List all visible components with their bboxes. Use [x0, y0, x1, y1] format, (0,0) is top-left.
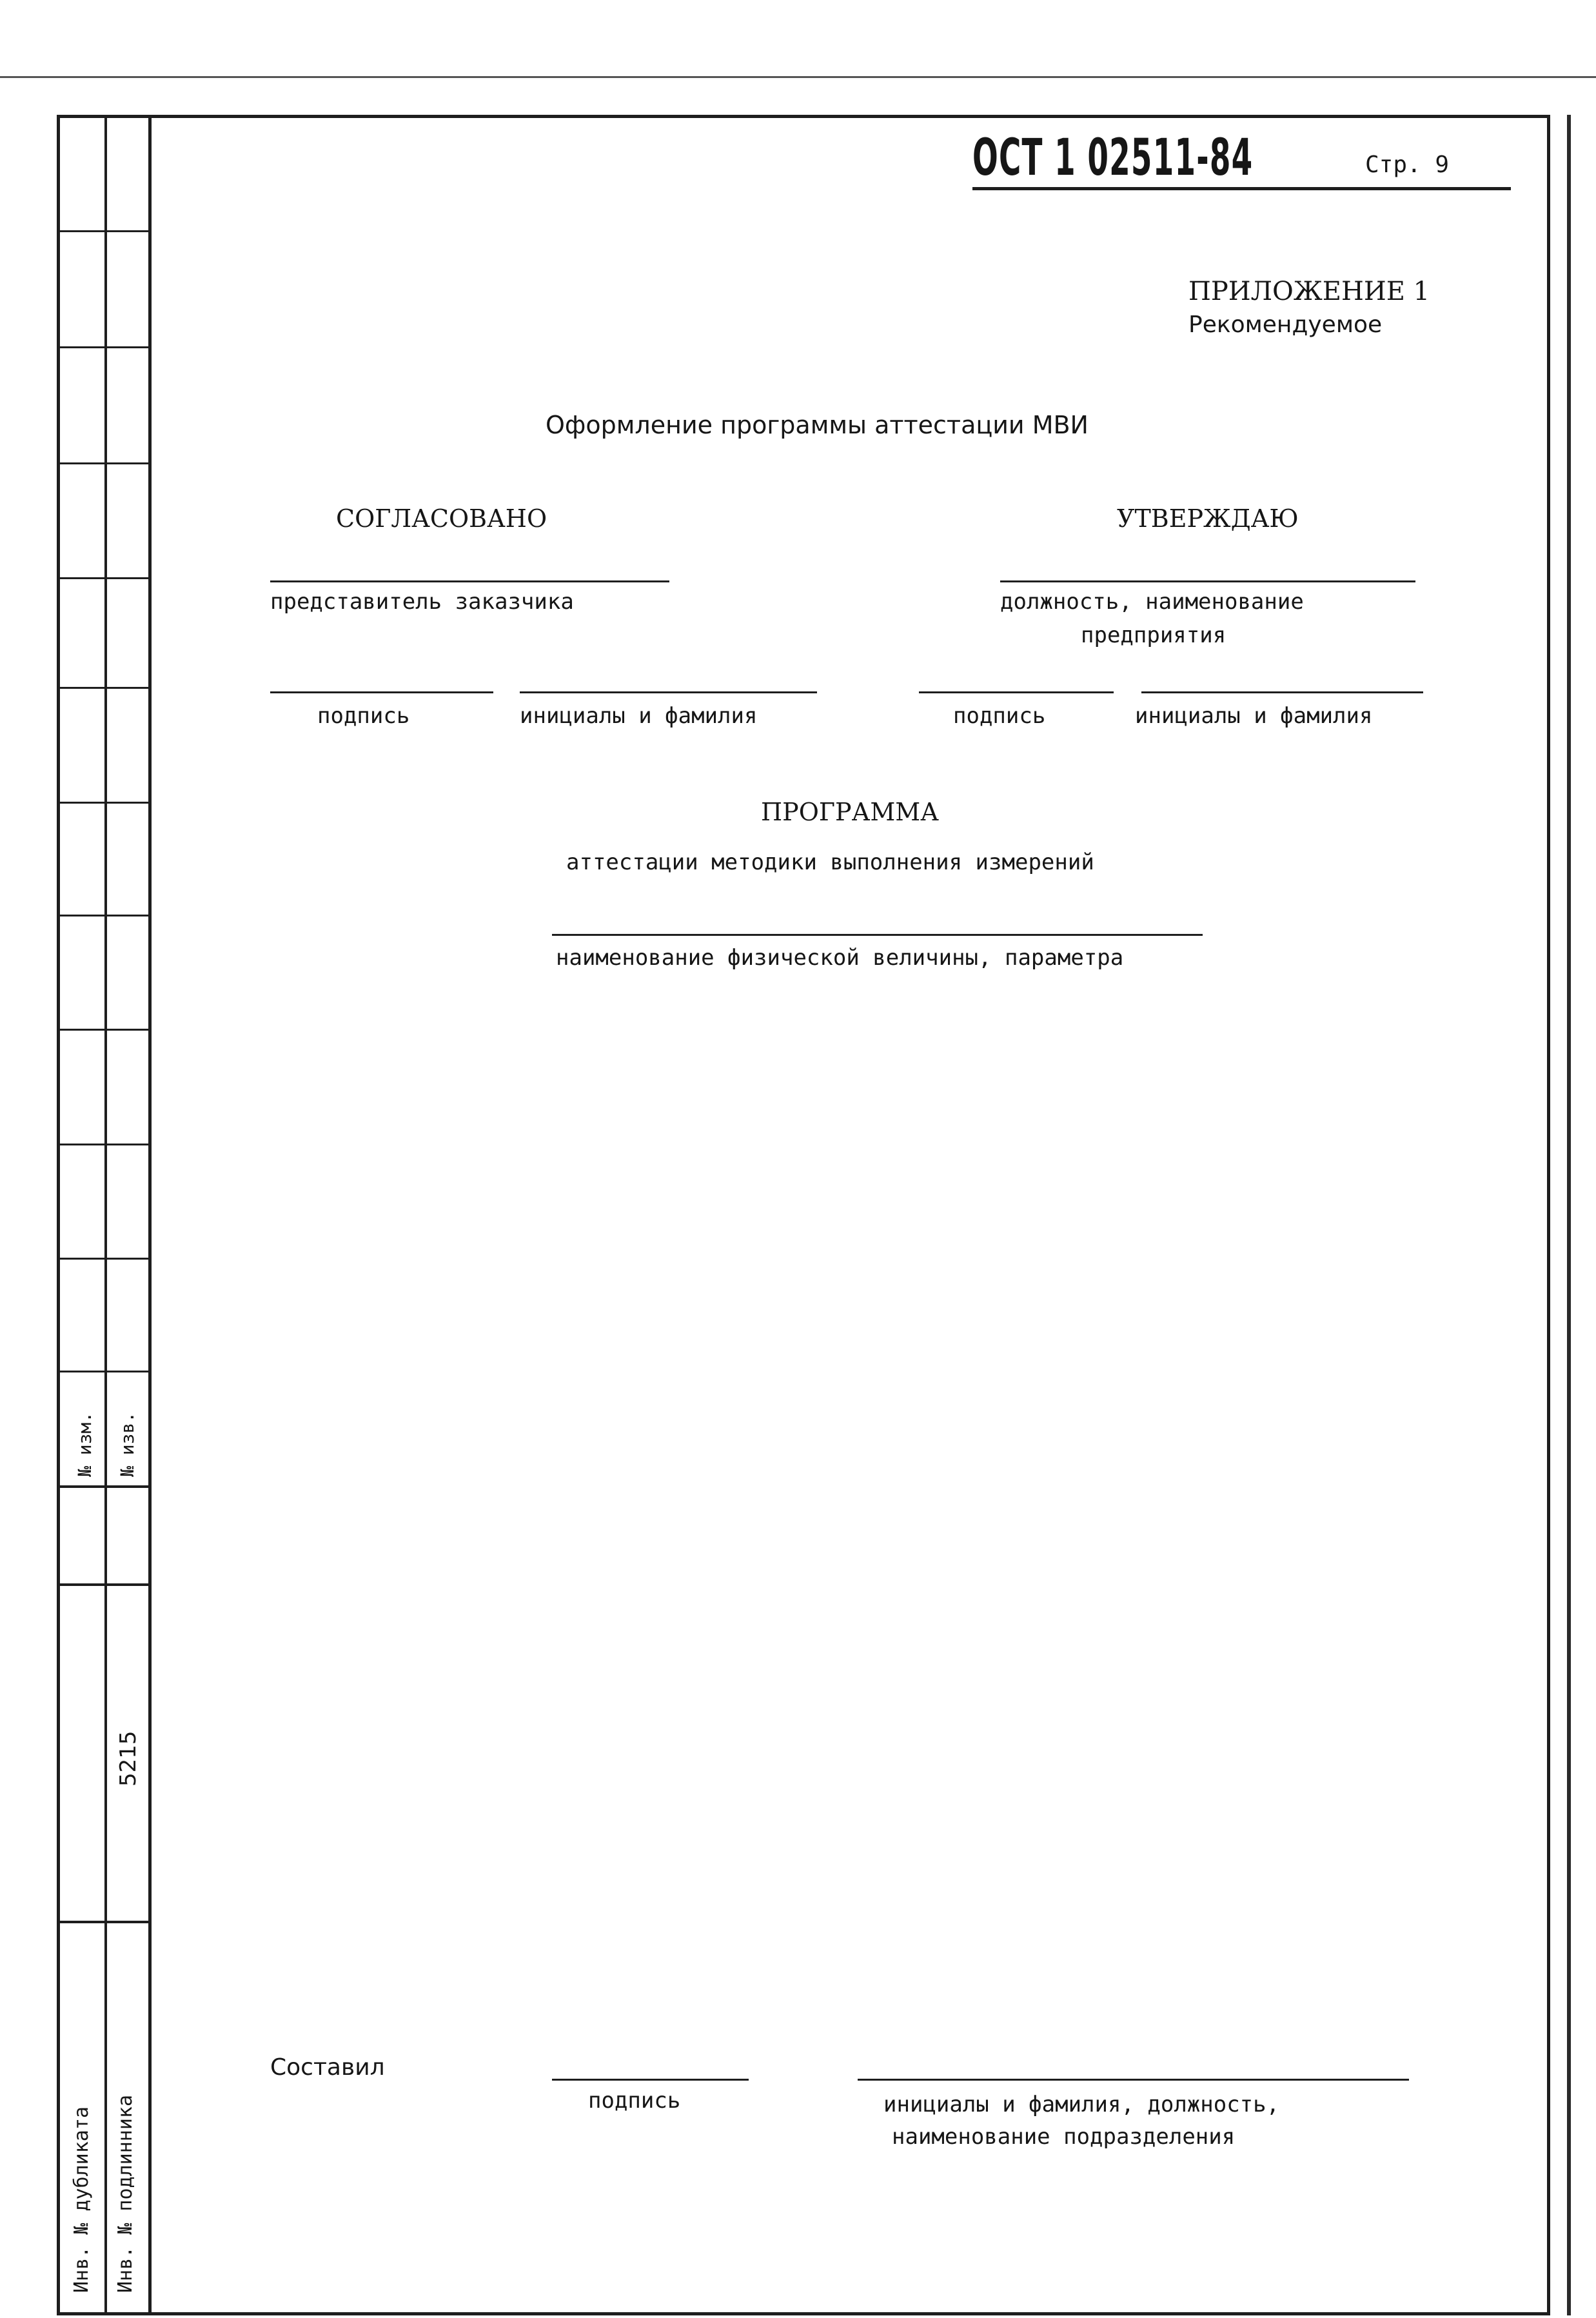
frame-bottom: [57, 2312, 1550, 2315]
approved-heading: УТВЕРЖДАЮ: [1117, 504, 1299, 533]
program-subtitle: аттестации методики выполнения измерений: [566, 849, 1094, 875]
header-underline: [972, 187, 1511, 190]
frame-right-shadow: [1567, 115, 1571, 2315]
compiled-label: Составил: [270, 2054, 385, 2081]
page-label: Стр. 9: [1365, 152, 1450, 178]
compiled-name-caption-1: инициалы и фамилия, должность,: [883, 2092, 1280, 2117]
stamp-row-divider: [57, 462, 152, 464]
stamp-row-divider: [57, 577, 152, 579]
sheet-top-border: [0, 76, 1596, 78]
stamp-row-divider: [57, 1144, 152, 1145]
frame-right: [1547, 115, 1550, 2315]
representative-line: [270, 580, 669, 582]
stamp-original-inv-value: 5215: [115, 1730, 141, 1787]
representative-caption: представитель заказчика: [270, 589, 574, 615]
position-caption-1: должность, наименование: [1000, 589, 1304, 615]
stamp-notice-no: № изв.: [117, 1411, 138, 1477]
agreed-name-line: [520, 691, 817, 693]
compiled-name-caption-2: наименование подразделения: [892, 2124, 1236, 2150]
standard-code: ОСТ 1 02511-84: [972, 129, 1254, 187]
margin-col-2: [148, 115, 152, 2315]
position-caption-2: предприятия: [1081, 622, 1227, 648]
agreed-name-caption: инициалы и фамилия: [520, 703, 758, 729]
form-title: Оформление программы аттестации МВИ: [546, 411, 1089, 439]
compiled-signature-line: [552, 2079, 749, 2081]
position-line: [1000, 580, 1415, 582]
stamp-row-divider: [57, 1485, 152, 1488]
approved-signature-line: [919, 691, 1114, 693]
margin-col-1: [104, 115, 107, 2315]
frame-top: [57, 115, 1550, 118]
parameter-line: [552, 934, 1203, 936]
stamp-row-divider: [57, 1921, 152, 1923]
approved-name-caption: инициалы и фамилия: [1135, 703, 1373, 729]
program-title: ПРОГРАММА: [761, 798, 939, 826]
stamp-original-inv-label: Инв. № подлинника: [114, 2094, 137, 2293]
stamp-change-no: № изм.: [74, 1411, 95, 1477]
stamp-row-divider: [57, 687, 152, 689]
compiled-signature-caption: подпись: [588, 2088, 681, 2114]
stamp-row-divider: [57, 1258, 152, 1260]
frame-left: [57, 115, 60, 2315]
compiled-name-line: [858, 2079, 1409, 2081]
approved-name-line: [1141, 691, 1423, 693]
stamp-row-divider: [57, 1029, 152, 1031]
appendix-status: Рекомендуемое: [1188, 312, 1383, 338]
agreed-heading: СОГЛАСОВАНО: [336, 504, 547, 533]
stamp-row-divider: [57, 346, 152, 348]
agreed-signature-caption: подпись: [317, 703, 410, 729]
approved-signature-caption: подпись: [953, 703, 1046, 729]
agreed-signature-line: [270, 691, 493, 693]
stamp-row-divider: [57, 915, 152, 916]
stamp-duplicate-inv-label: Инв. № дубликата: [70, 2106, 93, 2293]
appendix-title: ПРИЛОЖЕНИЕ 1: [1188, 277, 1430, 306]
stamp-row-divider: [57, 802, 152, 804]
stamp-row-divider: [57, 1371, 152, 1372]
parameter-caption: наименование физической величины, параметра: [556, 945, 1124, 971]
stamp-row-divider: [57, 230, 152, 232]
stamp-row-divider: [57, 1583, 152, 1586]
